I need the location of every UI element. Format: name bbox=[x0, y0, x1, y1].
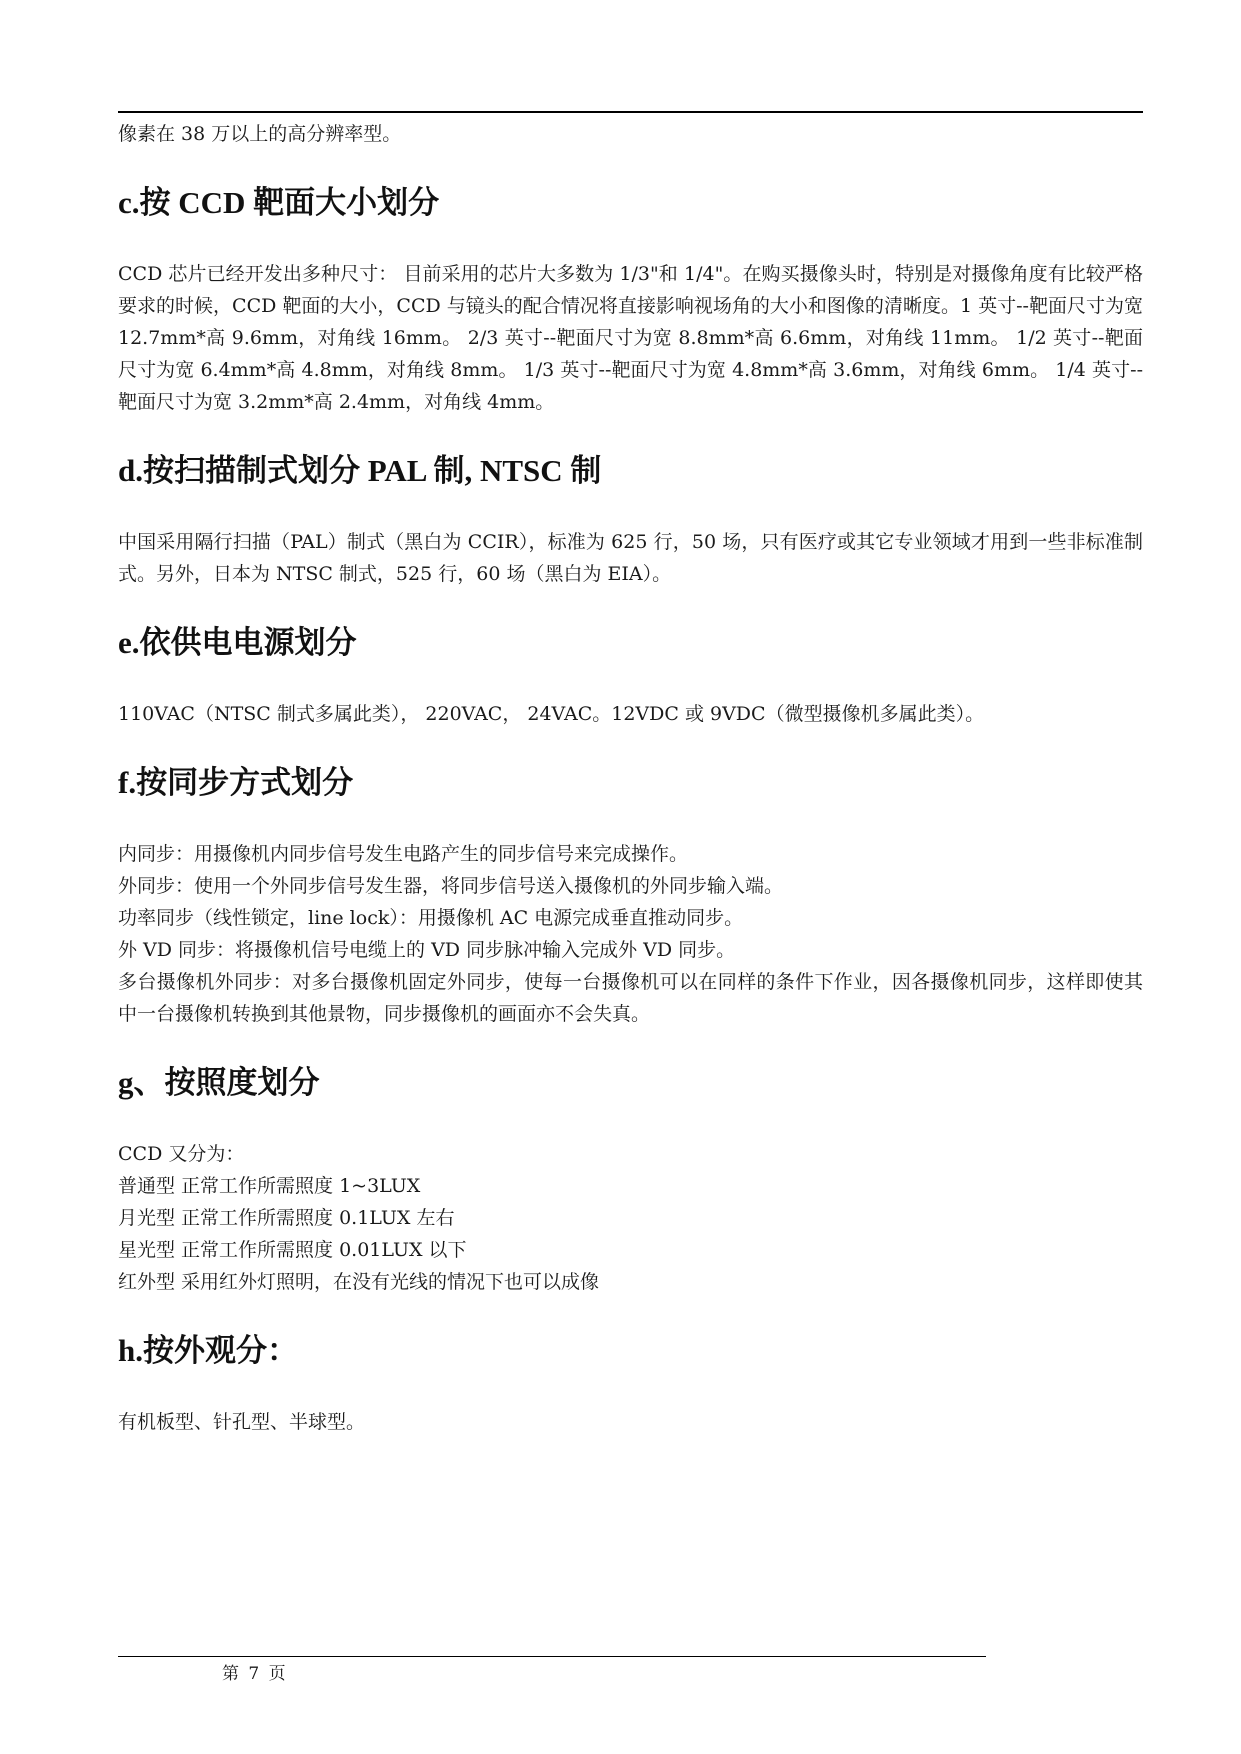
continuation-line: 像素在 38 万以上的高分辨率型。 bbox=[118, 123, 402, 145]
section-h-heading: h.按外观分： bbox=[118, 1333, 298, 1368]
page-number: 第 7 页 bbox=[222, 1664, 288, 1684]
section-g-line: CCD 又分为： bbox=[118, 1143, 245, 1165]
section-g-line: 月光型 正常工作所需照度 0.1LUX 左右 bbox=[118, 1207, 455, 1229]
header-rule bbox=[118, 111, 1143, 113]
section-g-line: 星光型 正常工作所需照度 0.01LUX 以下 bbox=[118, 1239, 467, 1261]
section-c-heading: c.按 CCD 靶面大小划分 bbox=[118, 185, 440, 220]
section-g-list bbox=[118, 1138, 1143, 1298]
section-e-body: 110VAC（NTSC 制式多属此类）， 220VAC， 24VAC。12VDC 或 9VDC（微型摄像机多属此类）。 bbox=[118, 703, 985, 725]
section-g-line: 红外型 采用红外灯照明，在没有光线的情况下也可以成像 bbox=[118, 1271, 600, 1293]
section-f-line: 内同步：用摄像机内同步信号发生电路产生的同步信号来完成操作。 bbox=[118, 843, 689, 865]
section-g-heading: g、按照度划分 bbox=[118, 1065, 320, 1100]
section-f-line: 功率同步（线性锁定，line lock）：用摄像机 AC 电源完成垂直推动同步。 bbox=[118, 907, 744, 929]
section-d-body: 中国采用隔行扫描（PAL）制式（黑白为 CCIR），标准为 625 行，50 场，只有医疗或其它专业领域才用到一些非标准制式。另外，日本为 NTSC 制式，525 行，60 场（黑白为 EIA）。 bbox=[118, 531, 1143, 585]
footer-rule bbox=[118, 1656, 986, 1657]
section-h-body: 有机板型、针孔型、半球型。 bbox=[118, 1411, 366, 1433]
page-content bbox=[118, 118, 1143, 1438]
section-f-line: 外 VD 同步：将摄像机信号电缆上的 VD 同步脉冲输入完成外 VD 同步。 bbox=[118, 939, 736, 961]
section-f-last-paragraph: 多台摄像机外同步：对多台摄像机固定外同步，使每一台摄像机可以在同样的条件下作业，因各摄像机同步，这样即使其中一台摄像机转换到其他景物，同步摄像机的画面亦不会失真。 bbox=[118, 971, 1143, 1025]
section-c-body: CCD 芯片已经开发出多种尺寸： 目前采用的芯片大多数为 1/3"和 1/4"。在购买摄像头时，特别是对摄像角度有比较严格要求的时候，CCD 靶面的大小，CCD 与镜头的配合情况将直接影响视场角的大小和图像的清晰度。1 英寸--靶面尺寸为宽 12.7mm*高 9.6mm，对角线 16mm。 2/3 英寸--靶面尺寸为宽 8.8mm*高 6.6mm，对角线 11mm。 1/2 英寸--靶面尺寸为宽 6.4mm*高 4.8mm，对角线 8mm。 1/3 英寸--靶面尺寸为宽 4.8mm*高 3.6mm，对角线 6mm。 1/4 英寸--靶面尺寸为宽 3.2mm*高 2.4mm，对角线 4mm。 bbox=[118, 263, 1143, 413]
section-d-heading: d.按扫描制式划分 PAL 制, NTSC 制 bbox=[118, 453, 602, 488]
section-f-heading: f.按同步方式划分 bbox=[118, 765, 354, 800]
section-e-heading: e.依供电电源划分 bbox=[118, 625, 357, 660]
section-g-line: 普通型 正常工作所需照度 1~3LUX bbox=[118, 1175, 421, 1197]
section-f-line: 外同步：使用一个外同步信号发生器，将同步信号送入摄像机的外同步输入端。 bbox=[118, 875, 784, 897]
section-f-list bbox=[118, 838, 1143, 1030]
